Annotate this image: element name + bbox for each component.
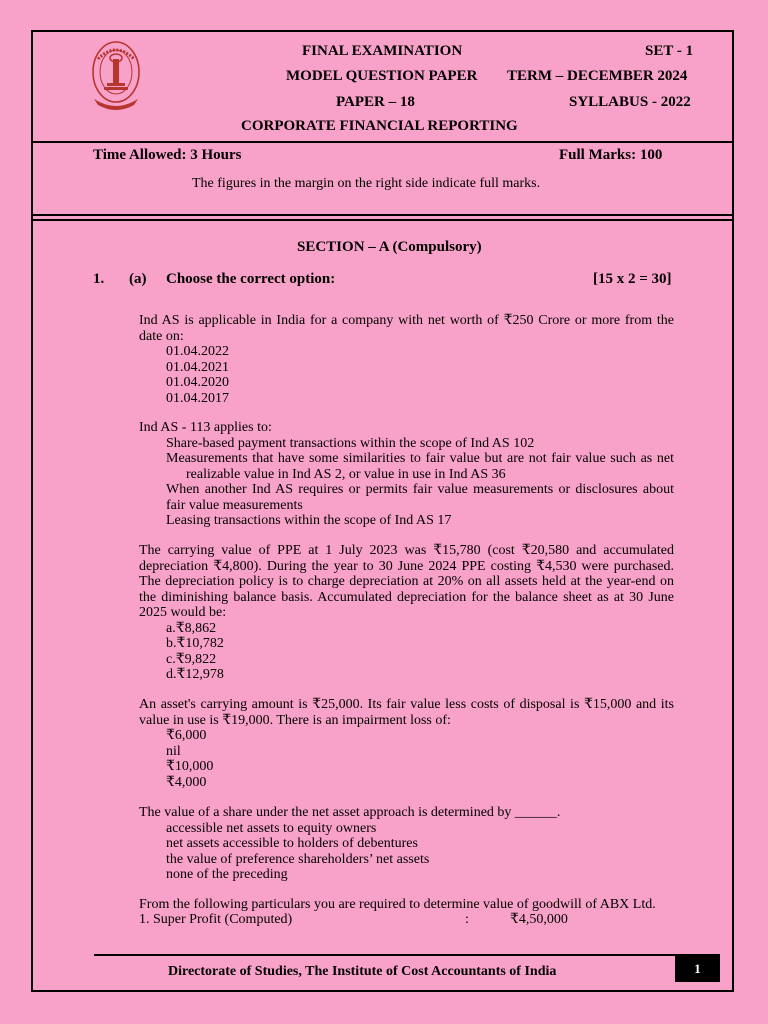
option: ₹4,000 [166, 774, 207, 790]
option: the value of preference shareholders’ net assets [166, 851, 430, 867]
set-label: SET - 1 [645, 43, 694, 59]
meta-divider-top [31, 214, 734, 216]
super-profit-value: ₹4,50,000 [510, 912, 568, 927]
question-stem: The carrying value of PPE at 1 July 2023 was ₹15,780 (cost ₹20,580 and accumulated depreciation ₹4,800). During the year to 30 June 2024 PPE costing ₹4,530 were purchased. The depreciation policy is to charge depreciation at 20% on all assets held at the year-end on the diminishing balance basis. Accumulated depreciation for the balance sheet as at 30 June 2025 would be: [139, 543, 674, 620]
marks-note: The figures in the margin on the right side indicate full marks. [192, 176, 541, 191]
super-profit-label: 1. Super Profit (Computed) [139, 912, 293, 927]
option: Share-based payment transactions within the scope of Ind AS 102 [166, 435, 535, 451]
question-6 [139, 897, 674, 913]
term-label: TERM – DECEMBER 2024 [507, 68, 688, 84]
option: nil [166, 743, 181, 759]
question-5 [139, 805, 674, 883]
meta-divider-bottom [31, 219, 734, 221]
question-3 [139, 543, 674, 683]
question-number: 1. [93, 271, 105, 287]
option: b.₹10,782 [166, 636, 224, 651]
page-number: 1 [675, 955, 720, 982]
question-2 [139, 420, 674, 529]
time-allowed: Time Allowed: 3 Hours [93, 147, 242, 163]
footer-rule [94, 954, 720, 956]
question-1 [139, 313, 674, 406]
option: none of the preceding [166, 867, 288, 882]
question-stem: From the following particulars you are required to determine value of goodwill of ABX Ltd. [139, 897, 656, 912]
question-stem: An asset's carrying amount is ₹25,000. Its fair value less costs of disposal is ₹15,000 and its value in use is ₹19,000. There is an impairment loss of: [139, 697, 674, 728]
option: Leasing transactions within the scope of Ind AS 17 [166, 513, 452, 528]
institute-logo [90, 39, 142, 113]
question-instruction: Choose the correct option: [166, 271, 336, 287]
question-part: (a) [129, 271, 147, 287]
syllabus-label: SYLLABUS - 2022 [569, 94, 691, 110]
subject-title: CORPORATE FINANCIAL REPORTING [241, 118, 518, 134]
option: Measurements that have some similarities to fair value but are not fair value such as net realizable value in Ind AS 2, or value in use in Ind AS 36 [166, 451, 674, 482]
option: net assets accessible to holders of debentures [166, 836, 418, 851]
option: a.₹8,862 [166, 620, 217, 636]
section-title: SECTION – A (Compulsory) [297, 239, 482, 255]
header-divider [31, 141, 734, 143]
question-stem: The value of a share under the net asset approach is determined by ______. [139, 805, 561, 820]
option: accessible net assets to equity owners [166, 820, 377, 836]
question-marks: [15 x 2 = 30] [593, 271, 672, 287]
option: c.₹9,822 [166, 651, 217, 667]
option: ₹10,000 [166, 759, 214, 774]
question-stem: Ind AS is applicable in India for a company with net worth of ₹250 Crore or more from the date on: [139, 313, 674, 344]
option: 01.04.2021 [166, 359, 229, 375]
question-4 [139, 697, 674, 790]
paper-type: MODEL QUESTION PAPER [286, 68, 478, 84]
option: 01.04.2017 [166, 390, 229, 406]
option: When another Ind AS requires or permits fair value measurements or disclosures about fair value measurements [166, 482, 674, 513]
option: ₹6,000 [166, 728, 207, 743]
option: 01.04.2022 [166, 344, 229, 359]
option: d.₹12,978 [166, 667, 224, 682]
option: 01.04.2020 [166, 375, 229, 390]
exam-title: FINAL EXAMINATION [302, 43, 463, 59]
footer-text: Directorate of Studies, The Institute of Cost Accountants of India [168, 964, 557, 979]
full-marks: Full Marks: 100 [559, 147, 663, 163]
paper-number: PAPER – 18 [336, 94, 415, 110]
question-stem: Ind AS - 113 applies to: [139, 420, 272, 435]
super-profit-separator: : [465, 912, 469, 927]
